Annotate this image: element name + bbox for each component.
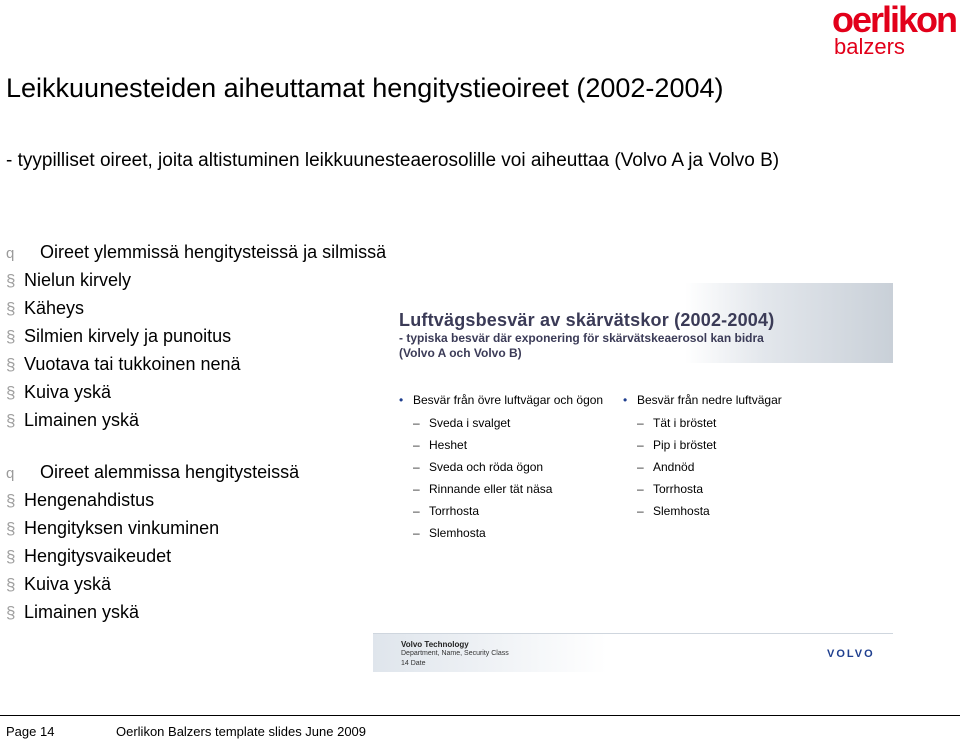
item-text: Sveda och röda ögon bbox=[429, 460, 544, 474]
dash-marker: – bbox=[637, 460, 644, 474]
dash-marker: – bbox=[413, 416, 420, 430]
item-text: Pip i bröstet bbox=[653, 438, 717, 452]
item-text: Heshet bbox=[429, 438, 468, 452]
dash-marker: – bbox=[413, 504, 420, 518]
heading-text: Besvär från övre luftvägar och ögon bbox=[413, 393, 604, 407]
list-item bbox=[6, 350, 386, 378]
list-item bbox=[623, 434, 863, 456]
item-text: Vuotava tai tukkoinen nenä bbox=[24, 354, 241, 374]
list-item bbox=[399, 434, 619, 456]
list-item bbox=[6, 322, 386, 350]
footer-page-date: 14 Date bbox=[401, 660, 426, 667]
heading-text: Oireet alemmissa hengitysteissä bbox=[40, 462, 300, 482]
item-text: Rinnande eller tät näsa bbox=[429, 482, 553, 496]
list-item bbox=[6, 598, 386, 626]
sub-bullet-marker: § bbox=[6, 355, 16, 374]
list-item bbox=[623, 500, 863, 522]
sub-bullet-marker: § bbox=[6, 519, 16, 538]
column-heading bbox=[623, 393, 863, 408]
dash-marker: – bbox=[637, 438, 644, 452]
embedded-slide-subtitle bbox=[399, 331, 764, 361]
footer-company: Volvo Technology bbox=[401, 640, 469, 649]
column-heading bbox=[399, 393, 619, 408]
item-text: Slemhosta bbox=[653, 504, 710, 518]
list-item bbox=[399, 478, 619, 500]
embedded-subtitle-line1: - typiska besvär där exponering för skärvätskeaerosol kan bidra bbox=[399, 331, 764, 345]
list-item bbox=[623, 478, 863, 500]
list-item bbox=[6, 378, 386, 406]
bullet-marker: q bbox=[6, 465, 15, 482]
list-item bbox=[6, 266, 386, 294]
item-text: Käheys bbox=[24, 298, 85, 318]
item-text: Hengityksen vinkuminen bbox=[24, 518, 220, 538]
list-item bbox=[399, 456, 619, 478]
bullet-dot: • bbox=[399, 393, 404, 407]
item-text: Tät i bröstet bbox=[653, 416, 717, 430]
list-item bbox=[6, 514, 386, 542]
list-item bbox=[399, 412, 619, 434]
item-text: Limainen yskä bbox=[24, 602, 140, 622]
dash-marker: – bbox=[637, 416, 644, 430]
list-item bbox=[399, 522, 619, 544]
item-text: Andnöd bbox=[653, 460, 695, 474]
symptom-list bbox=[6, 238, 386, 626]
dash-marker: – bbox=[413, 526, 420, 540]
list-item bbox=[6, 406, 386, 434]
page-number: Page 14 bbox=[6, 724, 55, 739]
sub-bullet-marker: § bbox=[6, 491, 16, 510]
volvo-logo: VOLVO bbox=[827, 648, 875, 660]
logo-main-text: oerlikon bbox=[831, 0, 956, 40]
sub-bullet-marker: § bbox=[6, 299, 16, 318]
item-text: Torrhosta bbox=[429, 504, 480, 518]
heading-text: Oireet ylemmissä hengitysteissä ja silmissä bbox=[40, 242, 387, 262]
list-item bbox=[6, 294, 386, 322]
footer-department: Department, Name, Security Class bbox=[401, 650, 509, 657]
embedded-slide-footer bbox=[373, 633, 893, 672]
item-text: Limainen yskä bbox=[24, 410, 140, 430]
list-item bbox=[623, 456, 863, 478]
sub-bullet-marker: § bbox=[6, 575, 16, 594]
bullet-marker: q bbox=[6, 245, 15, 262]
list-item bbox=[6, 486, 386, 514]
logo-sub-text: balzers bbox=[833, 34, 905, 59]
bullet-heading-lower bbox=[6, 458, 386, 486]
item-text: Kuiva yskä bbox=[24, 574, 112, 594]
dash-marker: – bbox=[413, 438, 420, 452]
dash-marker: – bbox=[413, 482, 420, 496]
item-text: Nielun kirvely bbox=[24, 270, 132, 290]
sub-bullet-marker: § bbox=[6, 547, 16, 566]
bullet-heading-upper bbox=[6, 238, 386, 266]
list-item bbox=[399, 500, 619, 522]
item-text: Silmien kirvely ja punoitus bbox=[24, 326, 232, 346]
list-item bbox=[6, 570, 386, 598]
sub-bullet-marker: § bbox=[6, 327, 16, 346]
list-item bbox=[623, 412, 863, 434]
slide-subtitle: - tyypilliset oireet, joita altistuminen leikkuunesteaerosolille voi aiheuttaa (Volvo A ja Volvo B) bbox=[6, 150, 780, 171]
embedded-volvo-slide bbox=[373, 283, 893, 671]
item-text: Kuiva yskä bbox=[24, 382, 112, 402]
dash-marker: – bbox=[637, 482, 644, 496]
footer-template-text: Oerlikon Balzers template slides June 2009 bbox=[116, 724, 367, 739]
slide-title: Leikkuunesteiden aiheuttamat hengitystieoireet (2002-2004) bbox=[6, 73, 724, 103]
item-text: Slemhosta bbox=[429, 526, 486, 540]
embedded-column-lower bbox=[623, 393, 863, 522]
bullet-dot: • bbox=[623, 393, 628, 407]
list-item bbox=[6, 542, 386, 570]
sub-bullet-marker: § bbox=[6, 603, 16, 622]
footer-divider bbox=[0, 715, 960, 716]
sub-bullet-marker: § bbox=[6, 271, 16, 290]
embedded-column-upper bbox=[399, 393, 619, 544]
dash-marker: – bbox=[413, 460, 420, 474]
item-text: Sveda i svalget bbox=[429, 416, 511, 430]
sub-bullet-marker: § bbox=[6, 383, 16, 402]
embedded-slide-title: Luftvägsbesvär av skärvätskor (2002-2004) bbox=[399, 310, 775, 330]
item-text: Torrhosta bbox=[653, 482, 704, 496]
embedded-subtitle-line2: (Volvo A och Volvo B) bbox=[399, 346, 522, 360]
sub-bullet-marker: § bbox=[6, 411, 16, 430]
item-text: Hengenahdistus bbox=[24, 490, 155, 510]
heading-text: Besvär från nedre luftvägar bbox=[637, 393, 782, 407]
dash-marker: – bbox=[637, 504, 644, 518]
item-text: Hengitysvaikeudet bbox=[24, 546, 172, 566]
oerlikon-balzers-logo bbox=[831, 0, 956, 59]
